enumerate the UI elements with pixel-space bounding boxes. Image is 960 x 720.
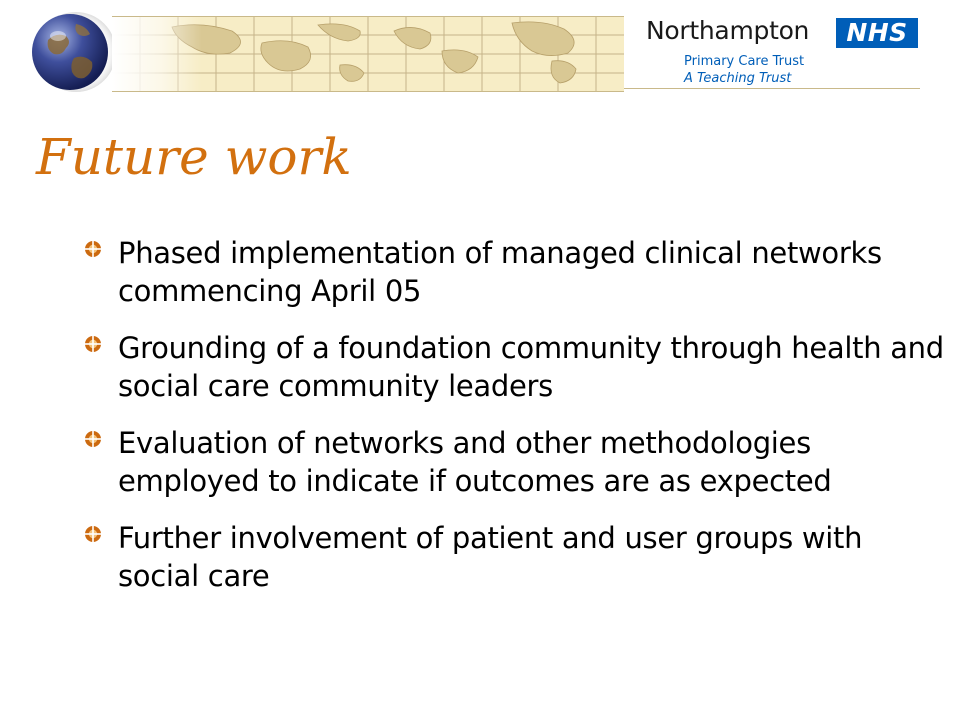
org-tagline: A Teaching Trust [684,71,792,86]
bullet-icon [84,430,102,448]
world-map-strip [112,16,624,92]
bullet-text: Evaluation of networks and other methodologies employed to indicate if outcomes are as expected [118,426,832,498]
nhs-logo [640,14,930,90]
bullet-item [84,519,944,595]
nhs-badge: NHS [836,18,918,48]
bullet-text: Phased implementation of managed clinical networks commencing April 05 [118,236,882,308]
bullet-icon [84,240,102,258]
slide-header [0,0,960,100]
bullet-list [84,234,944,614]
globe-icon [26,10,112,94]
bullet-icon [84,525,102,543]
bullet-icon [84,335,102,353]
bullet-item [84,234,944,310]
org-subtitle: Primary Care Trust [684,54,805,69]
bullet-item [84,424,944,500]
bullet-item [84,329,944,405]
bullet-text: Grounding of a foundation community through health and social care community leaders [118,331,944,403]
slide-title: Future work [36,128,352,186]
org-name: Northampton [646,16,810,45]
bullet-text: Further involvement of patient and user groups with social care [118,521,863,593]
